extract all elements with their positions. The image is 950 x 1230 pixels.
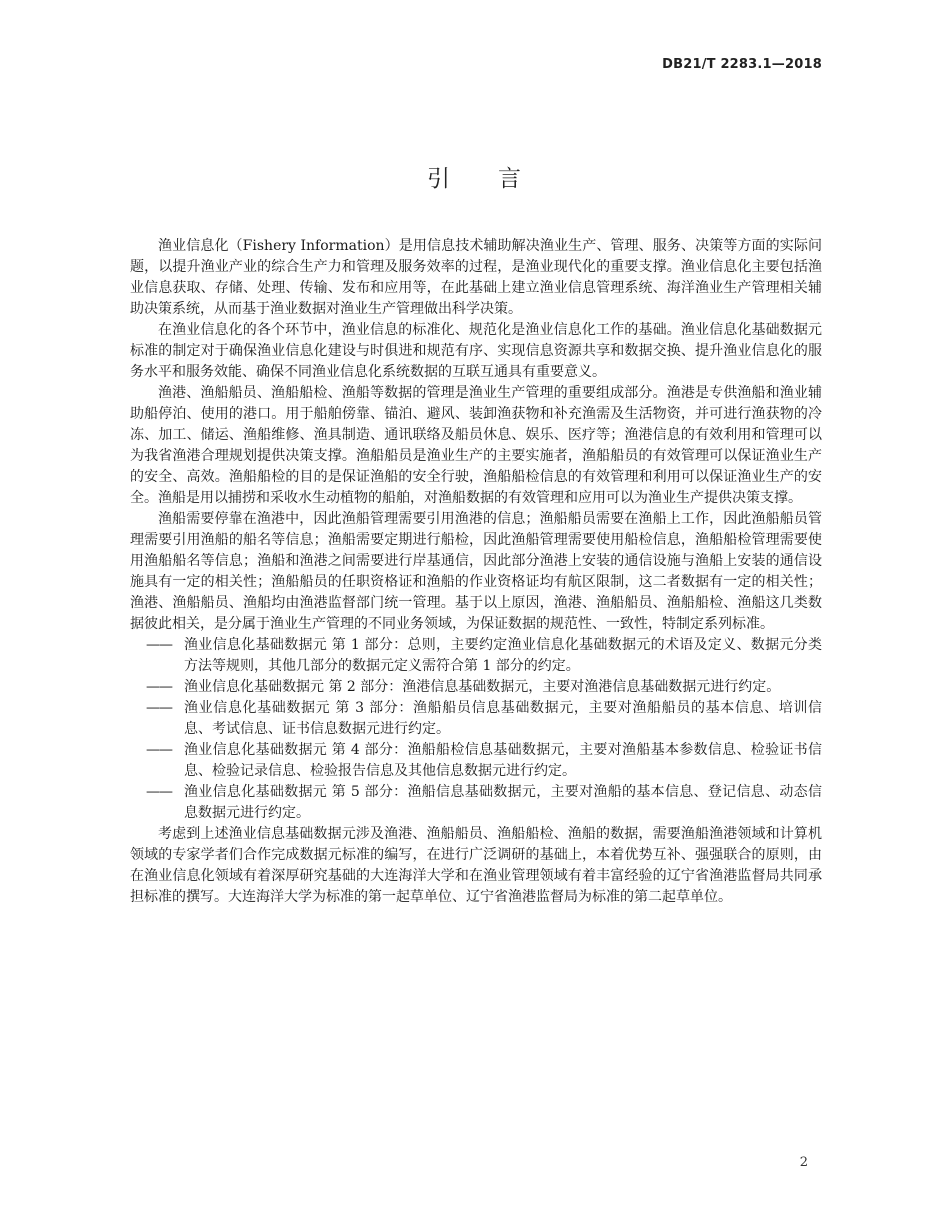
document-body xyxy=(130,236,822,908)
list-item xyxy=(130,740,822,782)
paragraph-3: 渔港、渔船船员、渔船船检、渔船等数据的管理是渔业生产管理的重要组成部分。渔港是专供渔船和渔业辅助船停泊、使用的港口。用于船舶傍靠、锚泊、避风、装卸渔获物和补充渔需及生活物资，并可进行渔获物的冷冻、加工、储运、渔船维修、渔具制造、通讯联络及船员休息、娱乐、医疗等；渔港信息的有效利用和管理可以为我省渔港合理规划提供决策支撑。渔船船员是渔业生产的主要实施者，渔船船员的有效管理可以保证渔业生产的安全、高效。渔船船检的目的是保证渔船的安全行驶，渔船船检信息的有效管理和利用可以保证渔业生产的安全。渔船是用以捕捞和采收水生动植物的船舶，对渔船数据的有效管理和应用可以为渔业生产提供决策支撑。 xyxy=(130,385,822,506)
list-item xyxy=(130,782,822,824)
list-item-text: 渔业信息化基础数据元 第 5 部分：渔船信息基础数据元，主要对渔船的基本信息、登记信息、动态信息数据元进行约定。 xyxy=(184,784,822,821)
list-dash: —— xyxy=(146,784,172,800)
paragraph-2: 在渔业信息化的各个环节中，渔业信息的标准化、规范化是渔业信息化工作的基础。渔业信息化基础数据元标准的制定对于确保渔业信息化建设与时俱进和规范有序、实现信息资源共享和数据交换、提升渔业信息化的服务水平和服务效能、确保不同渔业信息化系统数据的互联互通具有重要意义。 xyxy=(130,322,822,380)
title-char-1: 引 xyxy=(427,166,452,192)
page-number: 2 xyxy=(799,1155,808,1170)
standard-parts-list xyxy=(130,635,822,824)
list-item-text: 渔业信息化基础数据元 第 3 部分：渔船船员信息基础数据元，主要对渔船船员的基本信息、培训信息、考试信息、证书信息数据元进行约定。 xyxy=(184,700,822,737)
list-item xyxy=(130,635,822,677)
paragraph-4: 渔船需要停靠在渔港中，因此渔船管理需要引用渔港的信息；渔船船员需要在渔船上工作，因此渔船船员管理需要引用渔船的船名等信息；渔船需要定期进行船检，因此渔船管理需要使用船检信息，渔船船检管理需要使用渔船船名等信息；渔船和渔港之间需要进行岸基通信，因此部分渔港上安装的通信设施与渔船上安装的通信设施具有一定的相关性；渔船船员的任职资格证和渔船的作业资格证均有航区限制，这二者数据有一定的相关性；渔港、渔船船员、渔船均由渔港监督部门统一管理。基于以上原因，渔港、渔船船员、渔船船检、渔船这几类数据彼此相关，是分属于渔业生产管理的不同业务领域，为保证数据的规范性、一致性，特制定系列标准。 xyxy=(130,511,822,632)
list-item-text: 渔业信息化基础数据元 第 4 部分：渔船船检信息基础数据元，主要对渔船基本参数信息、检验证书信息、检验记录信息、检验报告信息及其他信息数据元进行约定。 xyxy=(184,742,822,779)
list-dash: —— xyxy=(146,679,172,695)
title-char-2: 言 xyxy=(498,166,523,192)
list-dash: —— xyxy=(146,700,172,716)
list-item-text: 渔业信息化基础数据元 第 1 部分：总则，主要约定渔业信息化基础数据元的术语及定义、数据元分类方法等规则，其他几部分的数据元定义需符合第 1 部分的约定。 xyxy=(184,637,822,674)
paragraph-1: 渔业信息化（Fishery Information）是用信息技术辅助解决渔业生产、管理、服务、决策等方面的实际问题，以提升渔业产业的综合生产力和管理及服务效率的过程，是渔业现代化的重要支撑。渔业信息化主要包括渔业信息获取、存储、处理、传输、发布和应用等，在此基础上建立渔业信息管理系统、海洋渔业生产管理相关辅助决策系统，从而基于渔业数据对渔业生产管理做出科学决策。 xyxy=(130,238,822,317)
list-item xyxy=(130,698,822,740)
page-title xyxy=(0,160,950,193)
list-dash: —— xyxy=(146,637,172,653)
closing-paragraph: 考虑到上述渔业信息基础数据元涉及渔港、渔船船员、渔船船检、渔船的数据，需要渔船渔港领域和计算机领域的专家学者们合作完成数据元标准的编写，在进行广泛调研的基础上，本着优势互补、强强联合的原则，由在渔业信息化领域有着深厚研究基础的大连海洋大学和在渔业管理领域有着丰富经验的辽宁省渔港监督局共同承担标准的撰写。大连海洋大学为标准的第一起草单位、辽宁省渔港监督局为标准的第二起草单位。 xyxy=(130,826,822,905)
standard-code: DB21/T 2283.1—2018 xyxy=(662,57,822,72)
list-item xyxy=(130,677,822,698)
list-dash: —— xyxy=(146,742,172,758)
list-item-text: 渔业信息化基础数据元 第 2 部分：渔港信息基础数据元，主要对渔港信息基础数据元进行约定。 xyxy=(184,679,781,695)
